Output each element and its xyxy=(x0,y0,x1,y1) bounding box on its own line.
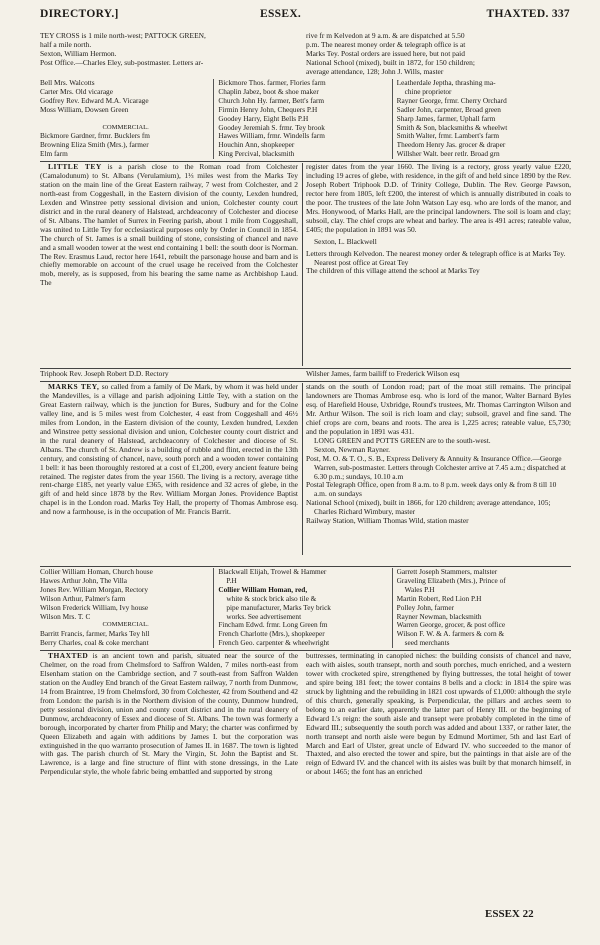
entry: Berry Charles, coal & coke merchant xyxy=(40,638,149,648)
post-line1: rive fr m Kelvedon at 9 a.m. & are dispatched at 5.50 xyxy=(306,31,465,40)
little-tey-left xyxy=(40,163,298,288)
entry: Collier William Homan, Church house xyxy=(40,568,153,576)
thaxted-text-left: is an ancient town and parish, situated near the source of the Chelmer, on the road from Chelmsford to Saffron Walden, 7 miles north-east from Elsenham station on the Cambridge section, and 7 south-east from Saffron Walden station on the Audley End branch of the Great Eastern railway, 7 north from Dunmow, 14 from Braintree, 19 from Chelmsford, 30 from Colchester, 42 from Southend and 42 from London: the parish is in the Northern division of the county, Dunmow hundred, petty sessional division, union and county court district and in the rural deanery of Dunmow, archdeaconry of Essex and diocese of St. Albans. The town was formerly a borough, incorporated by charter from Philip and Mary; the charter was confirmed by Queen Elizabeth and again with additions by James I. but the corporation was extinguished in the quo warranto prosecution of James II. in 1687. The town is lighted with gas. The parish church of St. Mary the Virgin, St. John the Baptist and St. Lawrence, is a large and fine structure of flint with stone dressings, in the Late Perpendicular style, the whole fabric being embattled and supported by strong xyxy=(40,651,298,777)
header-county: ESSEX. xyxy=(260,8,302,20)
advert-entry: Collier William Homan, red, xyxy=(218,584,308,594)
dir2-col3 xyxy=(397,568,571,648)
column-divider xyxy=(302,383,303,555)
marks-tey-greens: LONG GREEN and POTTS GREEN are to the south-west. xyxy=(314,435,491,445)
entry: Smith & Son, blacksmiths & wheelwt xyxy=(396,122,508,132)
little-tey-text-right: register dates from the year 1660. The living is a rectory, gross yearly value £220, including 19 acres of glebe, with residence, in the gift of and held since 1890 by the Rev. Joseph Robert Triphook D.D. of Trinity College, Dublin. The Rev. George Pawson, rector here from 1805, left £200, the interest of which is annually distributed in coals to the poor. The trustees of the late John Watson Lay esq. who are lords of the manor, and Mrs. Honywood, of Marks Hall, are the principal landowners. The soil is loam and clay; subsoil, clay. The chief crops are wheat and barley. The area is 491 acres; rateable value, £405; the population in 1891 was 50. xyxy=(306,162,571,234)
dir2-col2 xyxy=(218,568,392,648)
entry: King Percival, blacksmith xyxy=(218,149,295,159)
marks-tey-post: Post, M. O. & T. O., S. B., Express Delivery & Annuity & Insurance Office.—George Warren, sub-postmaster. Letters through Colchester arrive at 7.45 a.m.; dispatched at 6.30 p.m.; sundays, 10.10 a.m xyxy=(306,453,566,481)
triphook-line xyxy=(40,370,298,379)
marks-tey-left xyxy=(40,383,298,517)
thaxted-text-right: buttresses, terminating in canopied niches: the building consists of chancel and nave, each with aisles, south transept, north and south porches, much enriched, and a western tower with crocketed spire, strengthened by flying buttresses, the total height of tower and spire being 181 feet; the tower contains 8 bells and a clock: in 1814 the spire was struck by lightning and the rebuilding in 1821 cost upwards of £1,000: although the style of this church, generally speaking, is Perpendicular, the pillars and arches seem to belong to an earlier date, apparently the latter part of Henry III. or the beginning of Edward I.'s reign: the south aisle and transept were probably completed in the time of Edward III.; subsequently the south porch was added and about 1337, or rather later, the north transept and north aisle were begun by Edmund Mortimer, 5th and last Earl of March and Earl of Ulster, great uncle of Edward IV. who succeeded to the manor of Thaxted, and also erected the tower and spire, but the paintings in that aisle are of the reign of Edward IV. and the chancel with its aisles was built by that monarch himself, in or about 1465; the font has an enriched xyxy=(306,651,571,777)
entry: Hawes William, frmr. Windells farm xyxy=(218,131,325,141)
entry: Firmin Henry John, Chequers P.H xyxy=(218,104,318,114)
entry: Polley John, farmer xyxy=(396,602,455,612)
marks-tey-right xyxy=(306,383,571,526)
entry: Chaplin Jabez, boot & shoe maker xyxy=(218,86,319,96)
dir1-col1 xyxy=(40,79,214,159)
thaxted-heading: THAXTED xyxy=(48,651,89,660)
dir2-col1 xyxy=(40,568,214,648)
entry: Sharp James, farmer, Uphall farm xyxy=(396,113,496,123)
little-tey-school: The children of this village attend the school at Marks Tey xyxy=(306,266,480,276)
little-tey-letters: Letters through Kelvedon. The nearest money order & telegraph office is at Marks Tey. Nearest post office at Great Tey xyxy=(306,248,566,267)
entry: seed merchants xyxy=(404,638,450,648)
thaxted-left xyxy=(40,652,298,777)
marks-tey-telegraph: Postal Telegraph Office, open from 8 a.m. to 8 p.m. week days only & from 8 till 10 a.m. on sundays xyxy=(306,480,557,499)
entry: Blackwall Elijah, Trowel & Hammer xyxy=(218,568,327,576)
entry: Elm farm xyxy=(40,149,68,159)
entry: Warren George, grocer, & post office xyxy=(396,620,506,630)
entry: Theedom Henry Jas. grocer & draper xyxy=(396,140,506,150)
wilsher-line xyxy=(306,370,571,379)
header-directory: DIRECTORY.] xyxy=(40,8,119,20)
entry: French Charlotte (Mrs.), shopkeeper xyxy=(218,629,325,639)
entry: Church John Hy. farmer, Bett's farm xyxy=(218,95,325,105)
entry: Willsher Walt. beer retlr. Broad grn xyxy=(396,149,500,159)
marks-tey-railway: Railway Station, William Thomas Wild, station master xyxy=(306,516,469,526)
entry: pipe manufacturer, Marks Tey brick xyxy=(226,602,331,612)
sexton-hermon: Sexton, William Hermon. xyxy=(40,48,117,58)
tey-cross-line2: half a mile north. xyxy=(40,39,92,49)
entry: Wilson F. W. & A. farmers & corn & xyxy=(396,629,505,639)
column-divider xyxy=(302,163,303,366)
marks-tey-text-left: so called from a family of De Mark, by whom it was held under the Mandevilles, is a village and parish adjoining Little Tey, with a station on the Great Eastern railway, which is the junction for Bures, Sudbury and for the Colne valley line, and is 5 miles west from Colchester, 4 east from Coggeshall and 46½ miles from London, in the Eastern division of the county, Lexden hundred, Lexden and Winstree petty sessional division and union, Colchester county court district and in the rural deanery of Halstead, archdeaconry of Colchester and diocese of St. Albans. The church of St. Andrew is a building of rubble and flint, erected in the 13th century, and consisting of chancel, nave, south porch and a wooden tower containing 1 bell: it has been thoroughly restored at a cost of £1,200, every ancient feature being retained. The register dates from the year 1560. The living is a rectory, average tithe rent-charge £185, net yearly value £365, with residence and 32 acres of glebe, in the gift of and held since 1878 by the Rev. William Morgan Jones. Providence Baptist chapel is in the London road. Marks Tey Hall, the property of Thomas Ambrose esq. and now a farmhouse, is in the occupation of Mr. Francis Barrit. xyxy=(40,382,298,517)
directory-great-tey xyxy=(40,79,571,159)
thaxted-right xyxy=(306,652,571,777)
entry: Smith Walter, frmr. Lambert's farm xyxy=(396,131,500,141)
footer-signature: ESSEX 22 xyxy=(485,908,534,920)
entry: Garrett Joseph Stammers, maltster xyxy=(396,568,498,576)
header-page: THAXTED. 337 xyxy=(486,8,570,20)
commercial-heading: COMMERCIAL. xyxy=(102,123,149,131)
triphook-entry: Triphook Rev. Joseph Robert D.D. Rectory xyxy=(40,369,169,378)
commercial-heading: COMMERCIAL. xyxy=(102,621,149,629)
entry: Wales P.H xyxy=(404,584,435,594)
entry: Moss William, Dowsen Green xyxy=(40,104,129,114)
top-right-block xyxy=(306,32,571,77)
post-line3: Marks Tey. Postal orders are issued here, but not paid xyxy=(306,48,465,58)
dir1-col3 xyxy=(397,79,571,159)
marks-tey-school: National School (mixed), built in 1866, for 120 children; average attendance, 105; Charles Richard Wimbury, master xyxy=(306,498,551,517)
page-header xyxy=(40,8,570,28)
little-tey-right xyxy=(306,163,571,276)
little-tey-sexton: Sexton, L. Blackwell xyxy=(314,236,377,246)
little-tey-text-left: is a parish close to the Roman road from Colchester (Camalodunum) to St. Albans (Verulamium), 1⅓ miles west from the Marks Tey station on the main line of the Great Eastern railway, 7 west from Colchester, and 2 north-east from Coggeshall, in the Eastern division of the county, Lexden hundred, Lexden and Winstree petty sessional division and union, Colchester county court district and in the rural deanery of Halstead, archdeaconry of Colchester and diocese of St. Albans. The hamlet of Surrex in Feering parish, about 1 mile from Coggeshall, was united to Little Tey for ecclesiastical purposes only by Order in Council in 1854. The church of St. James is a small building of stone, consisting of chancel and nave and a small wooden tower at the west end containing 1 bell: the south door is Norman. The Rev. Erasmus Laud, rector here 1641, rebuilt the parsonage house and barn and is chiefly memorable on account of the cruel usage he received from the Colchester mob, merely, as is supposed, from his bearing the same name as Archbishop Laud. The xyxy=(40,162,298,288)
entry: Browning Eliza Smith (Mrs.), farmer xyxy=(40,140,149,150)
entry: Godfrey Rev. Edward M.A. Vicarage xyxy=(40,95,149,105)
marks-tey-text-right: stands on the south of London road; part of the moat still remains. The principal landowners are Thomas Ambrose esq. who is lord of the manor, Walter Barnard Byles esq. of Harefield House, Uxbridge, Round's trustees, Mr. Thomas Carrington Wilson and Mr. Arthur Wilson. The soil is rich loam and clay; subsoil, gravel and fine sand. The chief crops are corn, beans and roots. The area is 1,225 acres; rateable value, £5,730; and the population in 1891 was 431. xyxy=(306,382,571,436)
entry: Goodey Jeremiah S. frmr. Tey brook xyxy=(218,122,325,132)
spacer xyxy=(40,115,211,124)
post-office-eley: Post Office.—Charles Eley, sub-postmaster. Letters ar- xyxy=(40,57,204,67)
entry: P.H xyxy=(226,575,237,585)
entry: Leatherdale Jeptha, thrashing ma- xyxy=(396,79,496,87)
marks-tey-sexton: Sexton, Newman Rayner. xyxy=(314,444,391,454)
entry: Houchin Ann, shopkeeper xyxy=(218,140,295,150)
entry: Rayner Newman, blacksmith xyxy=(396,611,482,621)
entry: chine proprietor xyxy=(404,86,452,96)
post-line2: p.m. The nearest money order & telegraph office is at xyxy=(306,39,466,49)
entry: Carter Mrs. Old vicarage xyxy=(40,86,113,96)
entry: Rayner George, frmr. Cherry Orchard xyxy=(396,95,507,105)
marks-tey-heading: MARKS TEY, xyxy=(48,382,100,391)
top-left-block xyxy=(40,32,298,68)
school-line1: National School (mixed), built in 1872, for 150 children; xyxy=(306,57,475,67)
entry: Bickmore Thos. farmer, Flories farm xyxy=(218,79,326,87)
entry: Wilson Arthur, Palmer's farm xyxy=(40,593,126,603)
entry: Fincham Edwd. frmr. Long Green fm xyxy=(218,620,328,630)
entry: Graveling Elizabeth (Mrs.), Prince of xyxy=(396,575,506,585)
wilsher-entry: Wilsher James, farm bailiff to Frederick Wilson esq xyxy=(306,369,460,378)
dir1-col2 xyxy=(218,79,392,159)
entry: Jones Rev. William Morgan, Rectory xyxy=(40,584,148,594)
entry: Martin Robert, Red Lion P.H xyxy=(396,593,482,603)
little-tey-heading: LITTLE TEY xyxy=(48,162,102,171)
entry: French Geo. carpenter & wheelwright xyxy=(218,638,330,648)
entry: works. See advertisement xyxy=(226,611,302,621)
school-line2: average attendance, 128; John J. Wills, master xyxy=(306,66,444,76)
tey-cross-line1: TEY CROSS is 1 mile north-west; PATTOCK GREEN, xyxy=(40,31,206,40)
entry: Hawes Arthur John, The Villa xyxy=(40,575,128,585)
entry: white & stock brick also tile & xyxy=(226,593,317,603)
entry: Wilson Mrs. T. C xyxy=(40,611,91,621)
entry: Goodey Harry, Eight Bells P.H xyxy=(218,113,309,123)
divider xyxy=(40,566,571,567)
entry: Sadler John, carpenter, Broad green xyxy=(396,104,501,114)
entry: Bell Mrs. Walcotts xyxy=(40,79,95,87)
directory-marks-tey xyxy=(40,568,571,648)
entry: Bickmore Gardner, frmr. Bucklers fm xyxy=(40,131,150,141)
entry: Barritt Francis, farmer, Marks Tey hll xyxy=(40,629,150,639)
entry: Wilson Frederick William, Ivy house xyxy=(40,602,149,612)
